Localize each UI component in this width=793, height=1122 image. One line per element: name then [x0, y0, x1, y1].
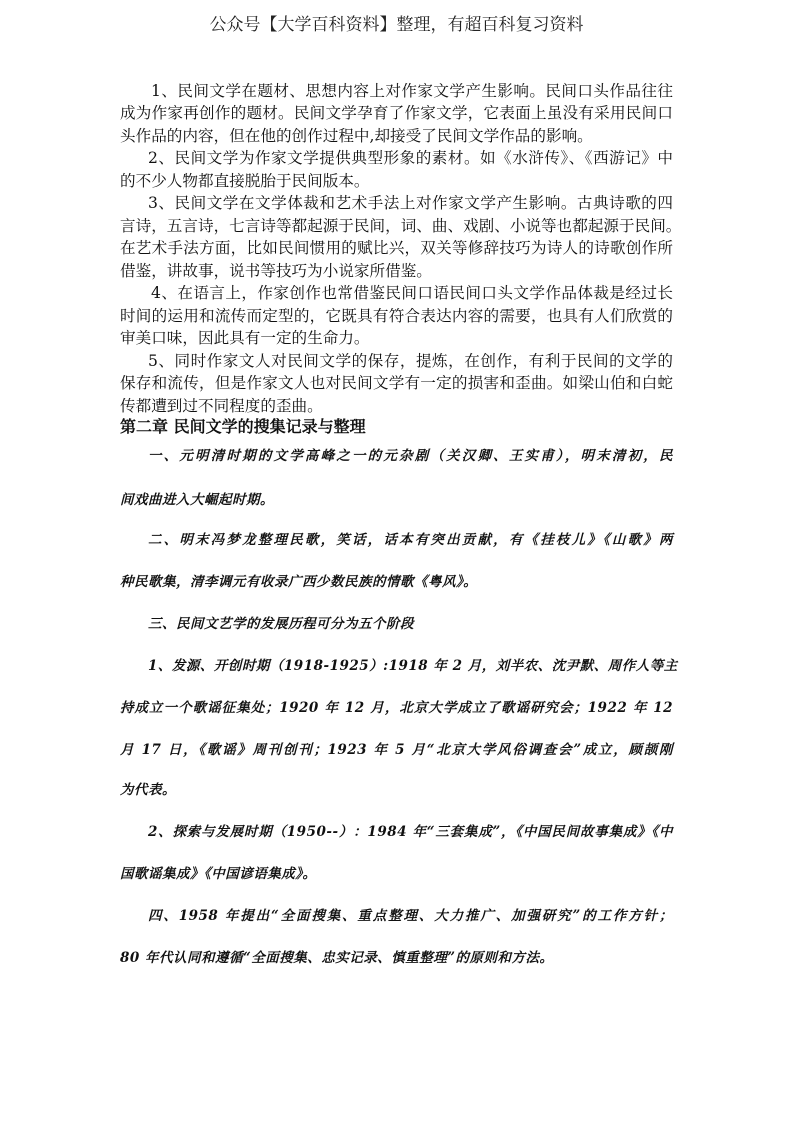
paragraph-line: 借鉴，讲故事，说书等技巧为小说家所借鉴。: [120, 262, 432, 280]
paragraph-line: 三、民间文艺学的发展历程可分为五个阶段: [148, 616, 414, 632]
paragraph-line: 四、1958 年提出“全面搜集、重点整理、大力推广、加强研究”的工作方针；: [148, 908, 673, 924]
page-header: 公众号【大学百科资料】整理，有超百科复习资料: [209, 15, 584, 35]
paragraph-line: 审美口味，因此具有一定的生命力。: [120, 329, 370, 347]
paragraph-line: 间戏曲进入大崛起时期。: [120, 492, 274, 508]
paragraph-line: 传都遭到过不同程度的歪曲。: [120, 397, 323, 415]
paragraph-line: 3、民间文学在文学体裁和艺术手法上对作家文学产生影响。古典诗歌的四: [148, 194, 673, 212]
paragraph-line: 1、发源、开创时期（1918-1925）:1918 年 2 月，刘半农、沈尹默、周作人等主: [148, 658, 678, 674]
paragraph-line: 言诗，五言诗，七言诗等都起源于民间，词、曲、戏剧、小说等也都起源于民间。: [120, 217, 682, 235]
paragraph-line: 的不少人物都直接脱胎于民间版本。: [120, 172, 370, 190]
paragraph-line: 国歌谣集成》《中国谚语集成》。: [120, 866, 317, 882]
paragraph-line: 在艺术手法方面，比如民间惯用的赋比兴，双关等修辞技巧为诗人的诗歌创作所: [120, 239, 673, 257]
paragraph-line: 时间的运用和流传而定型的，它既具有符合表达内容的需要，也具有人们欣赏的: [120, 307, 673, 325]
paragraph-line: 二、明末冯梦龙整理民歌，笑话，话本有突出贡献，有《挂枝儿》《山歌》两: [148, 532, 673, 548]
paragraph-line: 为代表。: [120, 782, 176, 798]
paragraph-line: 保存和流传，但是作家文人也对民间文学有一定的损害和歪曲。如梁山伯和白蛇: [120, 374, 673, 392]
paragraph-line: 1、民间文学在题材、思想内容上对作家文学产生影响。民间口头作品往往: [151, 82, 673, 100]
paragraph-line: 持成立一个歌谣征集处；1920 年 12 月，北京大学成立了歌谣研究会；1922 年 12: [120, 700, 673, 716]
paragraph-line: 月 17 日，《歌谣》周刊创刊；1923 年 5 月“北京大学风俗调查会”成立，顾颉刚: [120, 742, 673, 758]
paragraph-line: 5、同时作家文人对民间文学的保存，提炼，在创作，有利于民间的文学的: [148, 352, 673, 370]
paragraph-line: 种民歌集，清李调元有收录广西少数民族的情歌《粤风》。: [120, 574, 478, 590]
paragraph-line: 一、元明清时期的文学高峰之一的元杂剧（关汉卿、王实甫），明末清初，民: [148, 448, 673, 464]
paragraph-line: 2、民间文学为作家文学提供典型形象的素材。如《水浒传》、《西游记》中: [148, 149, 673, 167]
paragraph-line: 头作品的内容，但在他的创作过程中,却接受了民间文学作品的影响。: [120, 127, 593, 145]
chapter-title: 第二章 民间文学的搜集记录与整理: [120, 417, 366, 436]
paragraph-line: 成为作家再创作的题材。民间文学孕育了作家文学，它表面上虽没有采用民间口: [120, 104, 673, 122]
paragraph-line: 80 年代认同和遵循“全面搜集、忠实记录、慎重整理”的原则和方法。: [120, 950, 554, 966]
paragraph-line: 2、探索与发展时期（1950--）：1984 年“三套集成”，《中国民间故事集成》《中: [148, 824, 673, 840]
paragraph-line: 4、在语言上，作家创作也常借鉴民间口语民间口头文学作品体裁是经过长: [151, 284, 673, 302]
